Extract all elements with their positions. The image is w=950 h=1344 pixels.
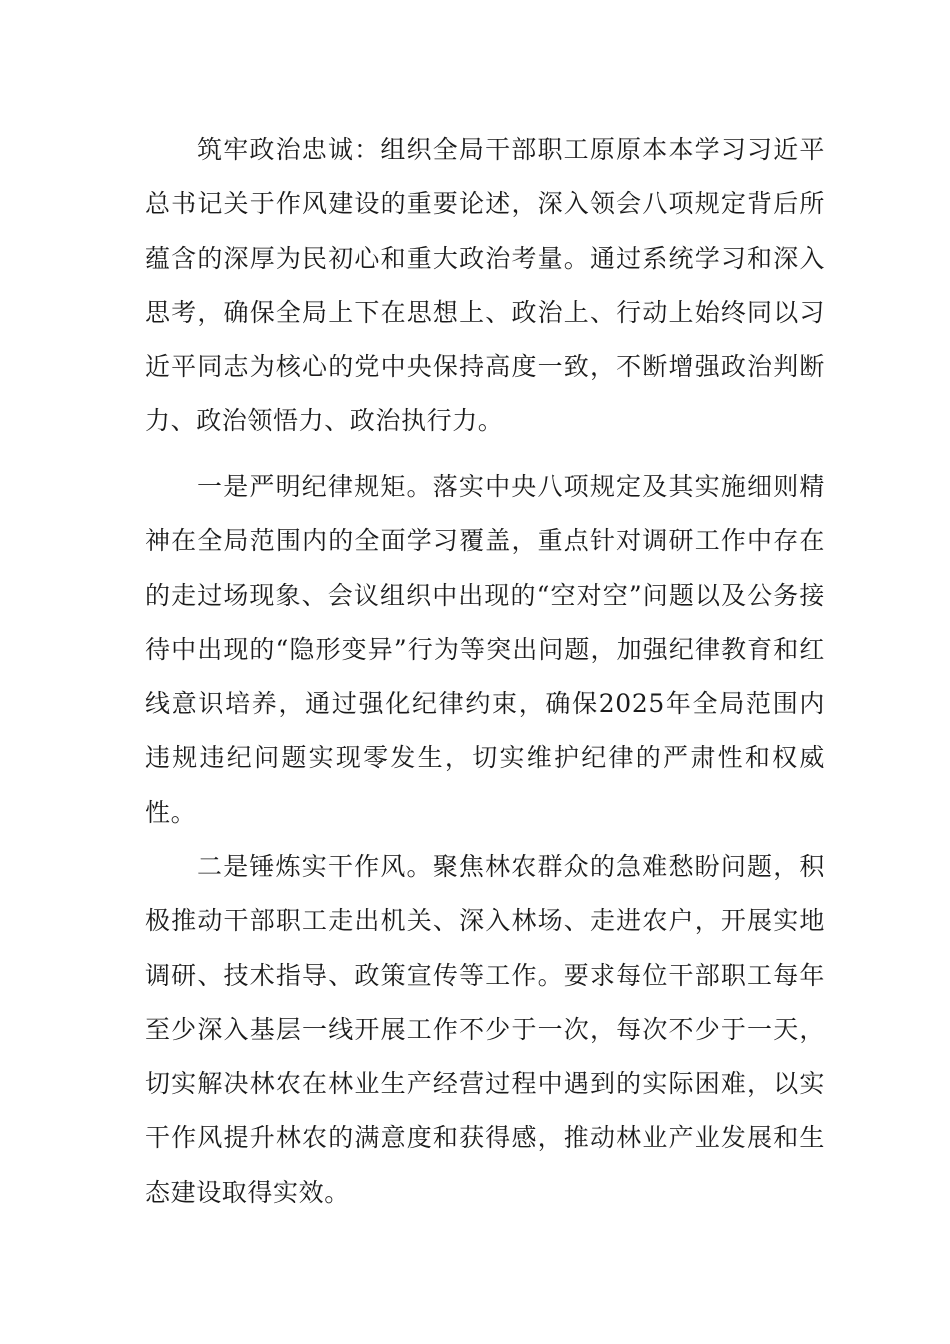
paragraph-practical-style: 二是锤炼实干作风。聚焦林农群众的急难愁盼问题，积极推动干部职工走出机关、深入林场、走进农户，开展实地调研、技术指导、政策宣传等工作。要求每位干部职工每年至少深入基层一线开展工作不少于一次，每次不少于一天，切实解决林农在林业生产经营过程中遇到的实际困难，以实干作风提升林农的满意度和获得感，推动林业产业发展和生态建设取得实效。	[145, 852, 825, 1207]
paragraph-political-loyalty: 筑牢政治忠诚：组织全局干部职工原原本本学习习近平总书记关于作风建设的重要论述，深入领会八项规定背后所蕴含的深厚为民初心和重大政治考量。通过系统学习和深入思考，确保全局上下在思想上、政治上、行动上始终同以习近平同志为核心的党中央保持高度一致，不断增强政治判断力、政治领悟力、政治执行力。	[145, 135, 825, 436]
paragraph-discipline-rules: 一是严明纪律规矩。落实中央八项规定及其实施细则精神在全局范围内的全面学习覆盖，重点针对调研工作中存在的走过场现象、会议组织中出现的“空对空”问题以及公务接待中出现的“隐形变异”行为等突出问题，加强纪律教育和红线意识培养，通过强化纪律约束，确保2025年全局范围内违规违纪问题实现零发生，切实维护纪律的严肃性和权威性。	[145, 472, 825, 827]
